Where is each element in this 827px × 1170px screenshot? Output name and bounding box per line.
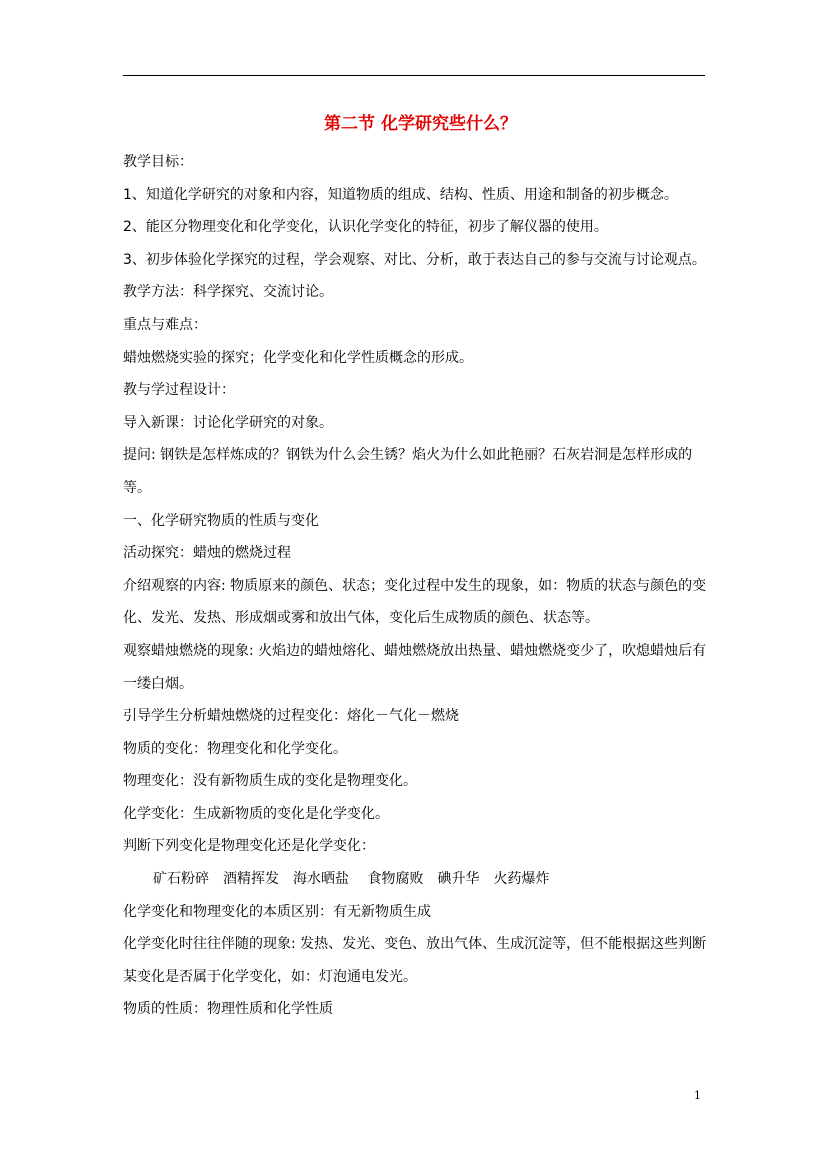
paragraph: 重点与难点： [123,316,207,333]
paragraph: 化学变化和物理变化的本质区别：有无新物质生成 [123,903,431,920]
paragraph: 介绍观察的内容: 物质原来的颜色、状态；变化过程中发生的现象，如：物质的状态与颜色的变化、发光、发热、形成烟或雾和放出气体，变化后生成物质的颜色、状态等。 [123,577,707,627]
paragraph: 提问: 钢铁是怎样炼成的？钢铁为什么会生锈？焰火为什么如此艳丽？石灰岩洞是怎样形成的等。 [123,447,693,496]
header-rule [123,75,705,76]
example-list: 矿石粉碎 酒精挥发 海水晒盐 食物腐败 碘升华 火药爆炸 [153,871,550,888]
paragraph: 2、能区分物理变化和化学变化，认识化学变化的特征，初步了解仪器的使用。 [123,219,608,236]
paragraph: 引导学生分析蜡烛燃烧的过程变化：熔化－气化－燃烧 [123,708,459,725]
paragraph: 一、化学研究物质的性质与变化 [123,512,319,529]
paragraph: 观察蜡烛燃烧的现象: 火焰边的蜡烛熔化、蜡烛燃烧放出热量、蜡烛燃烧变少了，吹熄蜡烛后有一缕白烟。 [123,642,707,692]
paragraph: 1、知道化学研究的对象和内容，知道物质的组成、结构、性质、用途和制备的初步概念。 [123,186,678,203]
paragraph: 教学方法：科学探究、交流讨论。 [123,284,333,301]
page-number: 1 [694,1089,701,1102]
paragraph: 化学变化时往往伴随的现象: 发热、发光、变色、放出气体、生成沉淀等，但不能根据这些判断某变化是否属于化学变化，如：灯泡通电发光。 [123,936,707,985]
paragraph: 物理变化：没有新物质生成的变化是物理变化。 [123,773,417,790]
paragraph: 活动探究：蜡烛的燃烧过程 [123,545,291,562]
paragraph: 化学变化：生成新物质的变化是化学变化。 [123,805,389,822]
paragraph: 判断下列变化是物理变化还是化学变化： [123,838,375,855]
paragraph: 蜡烛燃烧实验的探究；化学变化和化学性质概念的形成。 [123,349,473,366]
paragraph: 教与学过程设计： [123,382,235,399]
paragraph: 3、初步体验化学探究的过程，学会观察、对比、分析，敢于表达自己的参与交流与讨论观点。 [123,251,706,268]
document-title: 第二节 化学研究些什么？ [324,114,517,134]
paragraph: 教学目标： [123,154,193,170]
paragraph: 物质的变化：物理变化和化学变化。 [123,740,347,757]
document-body [123,102,708,1026]
paragraph: 导入新课：讨论化学研究的对象。 [123,414,333,431]
paragraph: 物质的性质：物理性质和化学性质 [123,1001,333,1018]
